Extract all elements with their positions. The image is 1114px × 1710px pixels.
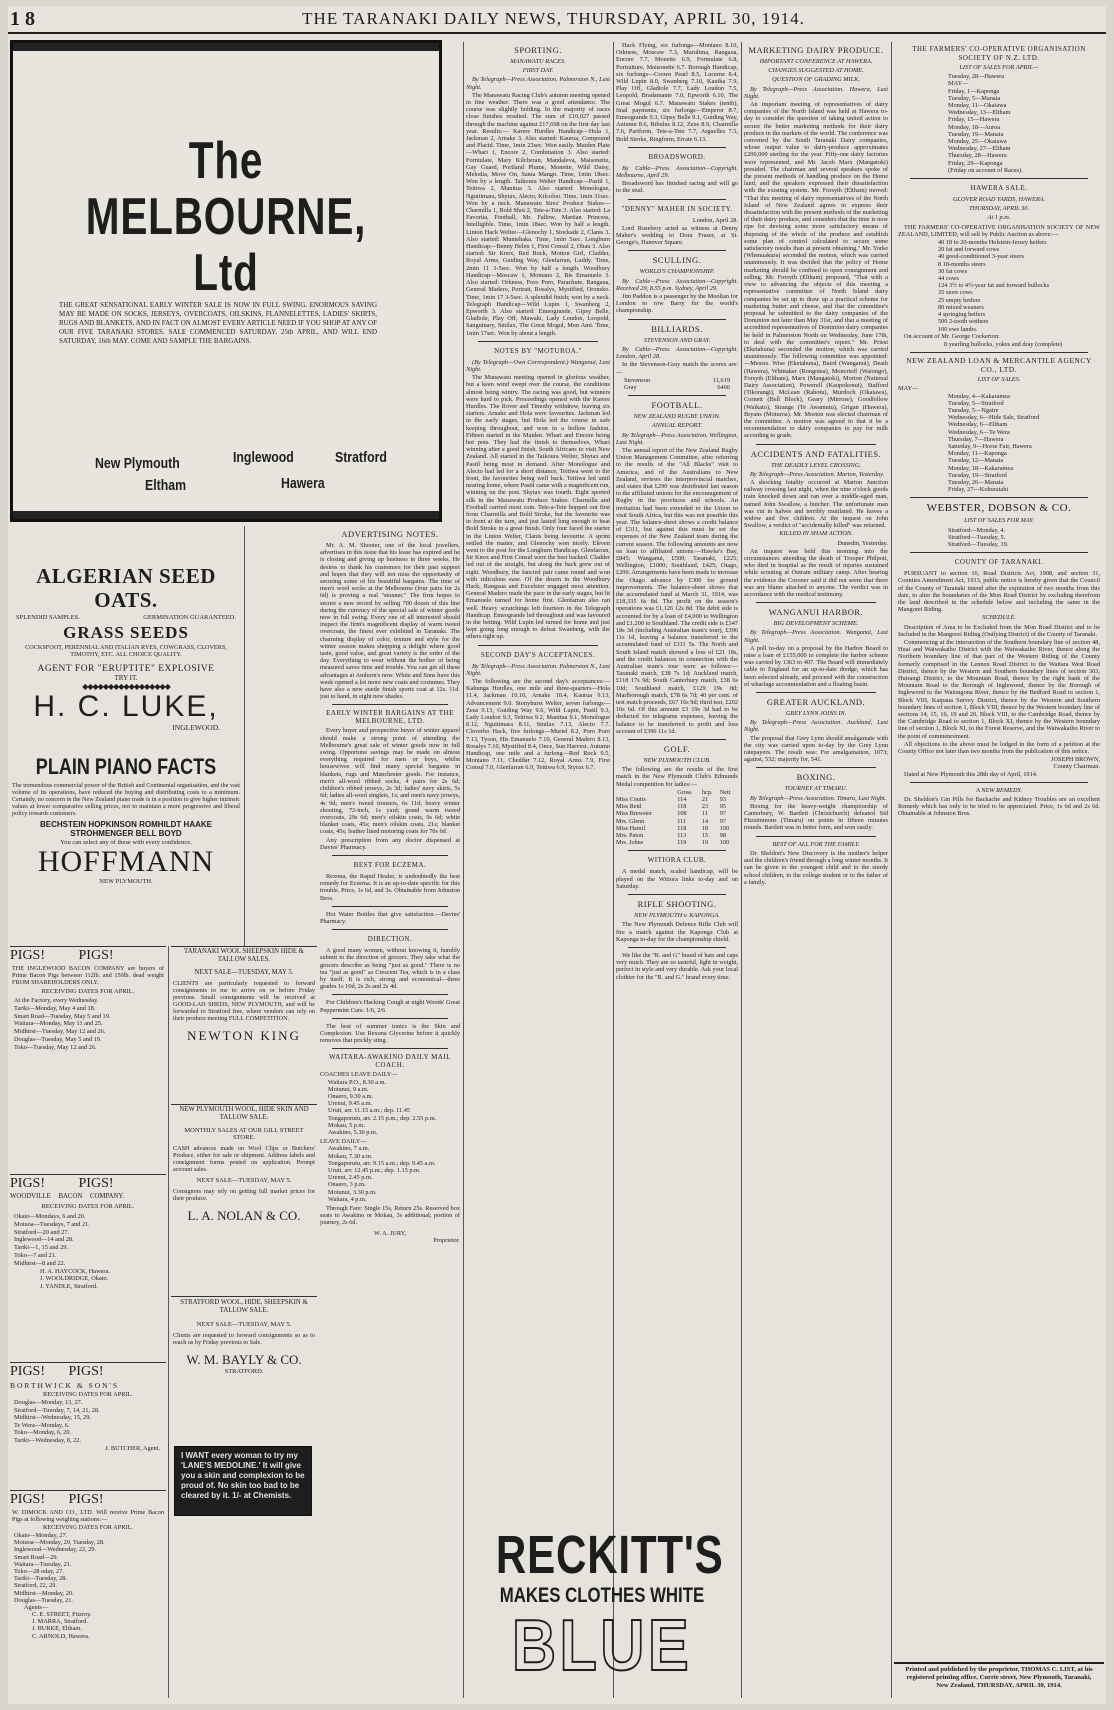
sheldon-text: Dr. Sheldon's New Discovery is the mother's helper and the children's friend through a long winter months. It can be given to the youngest child and to the sturdy school children, to the college student or to the father of a family. (744, 849, 888, 886)
bayly-title: STRATFORD WOOL, HIDE, SHEEPSKIN & TALLOW SALE. (180, 1299, 308, 1314)
piano-makers-1: BECHSTEIN HOPKINSON ROMHILDT HAAKE (39, 820, 212, 829)
adnotes-title: ADVERTISING NOTES. (341, 529, 439, 539)
melbourne-name: The MELBOURNE, Ltd (85, 132, 367, 302)
rifle-text2: We like the "R. and G" brand of hats and caps very much. They are so tasteful, light in weight, perfect in style and very durable. Ask your local clothier for the "R. and G." brand every time. (616, 951, 738, 981)
piano-select: You can select any of these with every confidence. (60, 839, 192, 846)
killed-byline: Dunedin, Yesterday. (837, 539, 888, 547)
farmers2-account-items: 8 yearling bullocks, yokes and dray (complete) (944, 340, 1063, 348)
motuoa-title: NOTES BY "MOTUROA." (494, 346, 582, 355)
marketing-sub3: QUESTION OF GRADING MILK. (772, 76, 860, 84)
pigs-borthwick-company: BORTHWICK & SON'S (10, 1381, 120, 1390)
pigs-borthwick-dates-title: RECEIVING DATES FOR APRIL. (43, 1391, 133, 1398)
melbourne-town-eltham: Eltham (145, 477, 187, 494)
golf-text: The following are the results of the first match in the New Plymouth Club's Edmunds Medal competition for ladies:— (616, 766, 738, 788)
loan-may: MAY— (898, 385, 919, 393)
county-text: PURSUANT to section 16, Road Districts Act, 1908, and section 31, Counties Amendment Act, 1913, public notice is hereby given that the Council of the County of Taranaki intend after the expiration of two months from this date, to alter the boundaries of the Mon Road District by excluding therefrom the land described in the schedule below and including the same in the Mangorei Riding. (898, 570, 1100, 614)
firstday: FIRST DAY. (522, 67, 554, 75)
flying-text: Hack Flying, six furlongs—Montano 8.10, Orkness, Moscaw 7.3, Marulima, Rangaua, Encore 7.7, Monette 6.9, Formulate 6.8, Portraiture, Maisonette 6.7. Borough Handicap, six furlongs—Crown Pearl 8.5, Lucerne 8.4, Wild Lupin 8.0, Swanberg 7.10, Kauika 7.9, Play Off, Gladiole 7.7, Lady Loudon 7.5, Leopold, Bradamante 7.0, Epworth 6.10, The Great Mogul 6.7. Manawatu Stakes (tenth), final payments, six furlongs—Emperor 8.7, Emeogrande 9.3, Gipsy Belle 9.1, Guiding Way, Autumn 8.6, Bibulus 8.12, Zeus 8.9, Charmilla 7.6, Pariform, Tete-a-Tete 7.7, Arguelles 7.5, Bold Stroke, Ringform, Errate 6.13. (616, 42, 738, 143)
wool-next: NEXT SALE—TUESDAY, MAY 5. (194, 969, 294, 976)
witiora-title: WITIORA CLUB. (647, 856, 707, 865)
reckitts-ad (466, 1526, 738, 1704)
golf-title: GOLF. (663, 744, 691, 755)
grass-text: COCKSFOOT, PERENNIAL AND ITALIAN RYES, COWGRASS, CLOVERS, TIMOTHY, ETC. ALL CHOICE QUALITY. (25, 644, 227, 658)
reckitts-sub: MAKES CLOTHES WHITE (499, 1584, 705, 1607)
county-schedule: SCHEDULE. (982, 614, 1016, 622)
golf-table (616, 789, 738, 847)
broadsword-title: BROADSWORD. (648, 152, 706, 161)
rifle-title: RIFLE SHOOTING. (637, 899, 717, 910)
pigs-woodville-dates-title: RECEIVING DATES FOR APRIL. (41, 1203, 135, 1210)
sculling-sub: WORLD'S CHAMPIONSHIP. (639, 268, 715, 276)
col-sporting (466, 42, 610, 1698)
billiards-row: Stevenson 11,619 (624, 376, 730, 384)
masthead-title: THE TARANAKI DAILY NEWS, THURSDAY, APRIL 30, 1914. (302, 9, 805, 28)
bayly-name: W. M. BAYLY & CO. (186, 1352, 302, 1367)
sculling-byline: By Cable—Press Association—Copyright. Received 29, 8.55 p.m. Sydney, April 29. (616, 277, 738, 292)
webster-title: WEBSTER, DOBSON & CO. (926, 502, 1072, 515)
col-notices (894, 42, 1104, 1698)
farmers2-items: 40 18 to 20-months Holstein-Jersey heifers 20 fat and forward cows 40 good-conditioned 3-year steers 8 18-months steers 30 fat cows 44 cows 124 3½ to 4½-year fat and forward bullocks 35 store cows 25 empty heifers 80 mixed weaners 4 springing heifers 500 2-tooth wethers 100 ewe lambs. (938, 239, 1050, 333)
medoline-ad (174, 1446, 312, 1516)
dennymaher-text: Lord Rosebery acted as witness at Denny Maher's wedding to Dora Fraser, at St. George's, Hanover Square. (616, 224, 738, 247)
football-title: FOOTBALL. (651, 400, 703, 411)
melbourne-town-new-plymouth: New Plymouth (95, 455, 180, 472)
direction-text: A good many women, without knowing it, humbly submit to the direction of grocers. They take what the grocers describe as being "just as good." There is no tea "just as good" as Crescent Tea, which is in a class by itself. It is rich, strong and economical—three grades 1s 10d, 2s 2s and 2s 4d. (320, 947, 460, 991)
table-row: Miss Hamil 118 18 100 (616, 824, 730, 832)
motuoa-text: The Manawatu meeting opened in glorious weather, but a keen wind swept over the course, the conditions almost being wintry. The racing was good, but winners were hard to pick. Proceedings opened with the Karere Hurdles. The Rover and Timothy withdrew, leaving six starters. Arnake and Hola were favourites. Jackman led in the early stages, but Hola led the course in safe keeping throughout, and won in a hollow fashion. Fifteen started in the Maiden. Whari and Encore being hot pots. They had the finish to themselves, Whari winning after a good finish. South Africans to visit New Zealand. All started in the Taikoura Welter, Shytax and Pastil being most in demand. After Monologue and Alecto had led for a short distance, Teitiwa went to the front, the favourites being well back. Teitiwa led until nearing home, where Pastil came with a magnificent run, winning on the post. Shytax was fourth. Eight sported silk in the Manawatu Produce Stakes. Charmilla and Football carried most coin. Tete-a-Tete hopped out first from Charmilla and Bold Stroke, but the favourite was in front at the turn, and just lasted long enough to beat Bold Stroke in a great finish. Only four faced the starter in the Linton Welter, Clanis being favourite. A sprint settled the matter, and Glenochy won nicely. Eleven went to the post for the Longburn Handicap. Glenfarran, Sir Knox and First Consul were the best backed. Cladder led out of the straight, but along the back grew out of sight. Woodbury, the fancied pair came round and won with ridiculous ease. Of the dozen in the Woodbury Hack, Rangaua and Excelsior engaged most attention. General Madero made the pace in the early stages, but lit Emanuelo turned for home first. Glenfarran also ran well. Heavy scratchings left fourteen in the Telegraph Handicap. Emeogrande led throughout and was favoured in the betting. Wild Lupin led turned for home and just kept going long enough to defeat Swanberg, with the others right up. (466, 374, 610, 641)
loan-title: NEW ZEALAND LOAN & MERCANTILE AGENCY CO., LTD. (906, 356, 1092, 374)
reckitts-name: RECKITT'S (495, 1526, 724, 1585)
wanganui-text: A poll to-day on a proposal by the Harbor Board to raise a loan of £155,000 to complete the harbor scheme was carried by 1363 to 407. The Board will immediately cable to England for an up-to-date dredge, which has been selected already, and proceed with the construction of wharfage accommodation and a floating basin. (744, 644, 888, 688)
webster-dates: Stratford—Monday, 4. Stratford—Tuesday, 5. Stratford—Tuesday, 19. (948, 526, 1009, 548)
piano-ad (10, 754, 242, 938)
algerian-line1a: SPLENDID SAMPLES. (16, 614, 80, 621)
pigs-borthwick-title: PIGS! PIGS! (10, 1364, 104, 1379)
nolan-text1: MONTHLY SALES AT OUR GILL STREET STORE. (184, 1127, 304, 1141)
taranaki-wool-ad (171, 946, 317, 1098)
pigs-woodville-company: WOODVILLE BACON COMPANY. (10, 1193, 125, 1200)
webster-sub: LIST OF SALES FOR MAY. (964, 517, 1034, 525)
county-desc2: Commencing at the intersection of the Southern boundary line of section 48, Huai and Waiwakaiho District with the Waiwakaiho River, thence along the Northern boundary line of that part of the Western Riding of the County formerly comprised in the Lennox Road District to the Waitara West Road District, thence by the Western and Southern boundary lines of section 303, Huirangi District, to the Mountain Road, thence by the right bank of the Mountain Road to the Borough of Inglewood, thence by the Borough of Inglewood to the Waiongona River, thence by the Bedford Road to section 1, Block VIII, Kaipaua Survey District, thence by the Western and Southern boundary lines of section 1, Block VIII, thence by the Western boundary line of sections 14, 15, 16, 19 and 20, Block VIII, to the Cambridge Road, thence by the Cambridge Road to section 1, Block XI, thence by the Western boundary line of section 1, Block XI, to the Forest Reserve, and the Waiwakaiho River to the point of commencement. (898, 639, 1100, 740)
marketing-sub2: CHANGES SUGGESTED AT HOME. (768, 67, 864, 75)
killed-title: KILLED IN SHAM ACTION. (779, 530, 853, 538)
pigs-borthwick-dates: Douglas—Monday, 13, 27. Stratford—Tuesday, 7, 14, 21, 28. Midhirst—Wednesday, 15, 29. Te Wera—Monday, 6. Toko—Monday, 6, 20. Tariki—Wednesday, 8, 22. (14, 1399, 100, 1444)
col-sports-2 (616, 42, 738, 1514)
algerian-line1b: GERMINATION GUARANTEED. (143, 614, 236, 621)
farmers2-account: On account of Mr. George Cockerton: (904, 332, 1000, 340)
county-objections: All objections to the above must be lodged in the form of a petition at the County Office not later than two months from the publication of this notice. (898, 740, 1100, 756)
farmers-title: THE FARMERS' CO-OPERATIVE ORGANISATION SOCIETY OF N.Z. LTD. (912, 45, 1086, 62)
marketing-byline: By Telegraph—Press Association. Hawera, Last Night. (744, 85, 888, 100)
pigs-borthwick-agent: J. BUTCHER, Agent. (105, 1444, 160, 1452)
nolan-name: L. A. NOLAN & CO. (187, 1208, 301, 1223)
try-it: TRY IT. (114, 674, 138, 682)
bargains-title: EARLY WINTER BARGAINS AT THE MELBOURNE, LTD. (326, 709, 454, 726)
football-byline: By Telegraph—Press Association. Wellington, Last Night. (616, 431, 738, 446)
county-chairman: County Chairman. (1053, 763, 1100, 771)
coach-leave-waitara: COACHES LEAVE DAILY— (320, 1071, 398, 1079)
coach-prop: W. A. JURY, (373, 1229, 407, 1237)
coach-times-waitara: Waitara P.O., 8.30 a.m. Motunui, 9 a.m. Onaero, 9.30 a.m. Urenui, 9.45 a.m. Uruti, arr. 11.15 a.m.; dep. 11.45 Tongaporutu, arr. 2.15 p.m.; dep. 2.55 p.m. Mokau, 5 p.m. Awakino, 5.30 p.m. (328, 1078, 437, 1136)
glover-road: GLOVER ROAD YARDS, HAWERA. (952, 196, 1046, 204)
county-desc: Description of Area to be Excluded from the Mon Road District and to be Included in the Mangorei Riding (Outlying District) of the County of Taranaki. (898, 623, 1100, 638)
broadsword-byline: By Cable—Press Association—Copyright. Melbourne, April 29. (616, 164, 738, 180)
newton-king: NEWTON KING (187, 1028, 301, 1043)
sheldon-title: BEST OF ALL FOR THE FAMILY. (772, 840, 860, 848)
loan-dates: Monday, 4—Kakaramea Tuesday, 5—Stratford Tuesday, 5—Ngaire Wednesday, 6—Hide Sale, Stratford Wednesday, 6—Eltham Wednesday, 6—Te Wera Thursday, 7—Hawera Saturday, 9—Horse Fair, Hawera Monday, 11—Kaponga Tuesday, 12—Manaia Monday, 18—Kakaramea Tuesday, 19—Stratford Tuesday, 26—Manaia Friday, 27—Kohuratahi (948, 392, 1040, 494)
manawatu-title: MANAWATU RACES. (510, 58, 566, 65)
wool-title: TARANAKI WOOL SHEEPSKIN HIDE & TALLOW SALES. (184, 948, 304, 963)
billiards-row: Gray 6466 (624, 383, 730, 391)
pigs-woodville-dates: Okato—Mondays, 6 and 20. Motuoa—Tuesdays, 7 and 21. Stratford—20 and 27. Inglewood—14 and 28. Tariki—1, 15 and 29. Toko—7 and 21. Midhirst—8 and 22. (14, 1213, 90, 1267)
page-number: 1 8 (10, 7, 35, 30)
hawera-sale: HAWERA SALE. (970, 184, 1028, 193)
imprint-text: Printed and published by the proprietor, THOMAS C. LIST, at his registered printing office, Currie street, New Plymouth, Taranaki, New Zealand, THURSDAY, APRIL 30, 1914. (905, 1666, 1093, 1689)
county-joseph: JOSEPH BROWN, (1051, 756, 1100, 764)
billiards-sub: STEVENSON AND GRAY. (643, 336, 711, 344)
pigs-dimock-dates-title: RECEIVING DATES FOR APRIL. (43, 1524, 133, 1531)
nolan-text3: Consignors may rely on getting full market prices for their produce. (173, 1188, 315, 1202)
pigs-inglewood-dates: At the Factory, every Wednesday. Tariki—Monday, May 4 and 18. Smart Road—Tuesday, May 5 and 19. Waitara—Monday, May 11 and 25. Midhirst—Tuesday, May 12 and 26. Douglas—Tuesday, May 5 and 19. Toko—Tuesday, May 12 and 26. (14, 997, 111, 1051)
table-row: Miss Reid 118 23 95 (616, 803, 726, 811)
nolan-next: NEXT SALE—TUESDAY, MAY 5. (196, 1177, 292, 1184)
table-row: Gross hcp. Nett (677, 788, 731, 796)
direction-whooping: For Children's Hacking Cough at night Woods' Great Peppermint Cure. 1/6, 2/6 (320, 999, 460, 1014)
county-dated: Dated at New Plymouth this 28th day of April, 1914. (904, 770, 1038, 778)
eczema-bottles: Hot Water Bottles that give satisfaction.—Davies' Pharmacy. (320, 910, 460, 925)
boxing-text: Boxing for the heavy-weight championship of Canterbury, W. Bartlett (Christchurch) defeated Sid Fitzsimmons (Timaru) on points in fifteen minutes rounds. Bartlett was in better form, and won easily. (744, 802, 888, 832)
pigs-inglewood-title: PIGS! PIGS! (10, 948, 114, 963)
billiards-title: BILLIARDS. (651, 323, 703, 334)
dennymaher-byline: London, April 28. (692, 216, 738, 224)
remedy-text: Dr. Sheldon's Gin Pills for Backache and Kidney Troubles are an excellent Remedy which has only to be tried to be appreciated. Price, 1s 6d and 2s 6d. Obtainable at Johnston Bros. (898, 796, 1100, 818)
newspaper-page (8, 6, 1106, 1704)
grass-seeds: GRASS SEEDS (63, 623, 189, 642)
accidents-text: A shocking fatality occurred at Marton Junction railway crossing last night, when the nine o'clock goods train knocked down and ran over a middle-aged man, named John Swallow, a butcher. The unfortunate man was cut in halves and terribly mutilated. He leaves a widow and five children. At the inquest on John Swallow, a verdict of "accidentally killed" was returned. (744, 478, 888, 530)
loan-sub: LIST OF SALES. (977, 376, 1021, 384)
melbourne-town-hawera: Hawera (281, 475, 325, 492)
luke-name: H. C. LUKE, (33, 690, 219, 723)
piano-place: NEW PLYMOUTH. (99, 878, 153, 885)
acceptances-byline: By Telegraph—Press Association. Palmerston N., Last Night. (466, 662, 610, 677)
accidents-title: ACCIDENTS AND FATALITIES. (750, 448, 882, 459)
boxing-title: BOXING. (796, 772, 836, 783)
golf-sub: NEW PLYMOUTH CLUB. (643, 757, 711, 765)
thursday-date: THURSDAY, APRIL 30. (968, 205, 1030, 213)
pigs-woodville-title: PIGS! PIGS! (10, 1176, 114, 1191)
pigs-borthwick-ad (10, 1362, 166, 1482)
broadsword-text: Broadsword has finished racing and will go to the stud. (616, 180, 738, 195)
imprint (894, 1662, 1104, 1702)
coach-leave-awakino: LEAVE DAILY— (320, 1138, 367, 1146)
sculling-text: Jim Paddon is a passenger by the Mooltan for London to row Barry for the world's championship. (616, 293, 738, 315)
sale-time: At 1 p.m. (987, 214, 1011, 222)
direction-title: DIRECTION. (367, 935, 413, 944)
bargains-any: Any prescription from any doctor dispensed at Davies' Pharmacy. (320, 836, 460, 851)
boxing-byline: By Telegraph—Press Association. Timaru, Last Night. (750, 794, 887, 802)
farmers-sub: LIST OF SALES FOR APRIL— (959, 64, 1039, 71)
auckland-title: GREATER AUCKLAND. (766, 697, 866, 708)
reckitts-blue: BLUE (511, 1606, 693, 1686)
table-row: Mrs. Johns 119 19 100 (616, 839, 730, 847)
bayly-text: Clients are requested to forward consignments so as to reach us by Friday previous to Sale. (173, 1332, 315, 1346)
algerian-seed-ad: ALGERIAN SEED OATS. SPLENDID SAMPLES. GERMINATION GUARANTEED. GRASS SEEDS COCKSFOOT, PERENNIAL AND ITALIAN RYES, COWGRASS, CLOVERS, TIMOTHY, ETC. ALL CHOICE QUALITY. AGENT FOR "ERUPTITE" EXPLOSIVE TRY IT. ◆◆◆◆◆◆◆◆◆◆◆◆◆◆◆◆◆ H. C. LUKE, INGLEWOOD. (10, 564, 242, 742)
wanganui-sub: BIG DEVELOPMENT SCHEME. (773, 620, 859, 628)
pigs-dimock-text: W. DIMOCK AND CO., LTD. Will receive Prime Bacon Pigs at following weighing stations:— (12, 1509, 164, 1523)
agent-line: AGENT FOR "ERUPTITE" EXPLOSIVE (37, 664, 215, 674)
accidents-byline: By Telegraph—Press Association. Marton, Yesterday. (750, 470, 885, 478)
coach-times-awakino: Awakino, 7 a.m. Mokau, 7.30 a.m. Tongaporutu, arr. 9.15 a.m.; dep. 9.45 a.m. Uruti, arr. 12.45 p.m.; dep. 1.15 p.m. Urenui, 2.45 p.m. Onaero, 3 p.m. Motunui, 3.30 p.m. Waitara, 4 p.m. (328, 1145, 436, 1203)
coach-title: WAITARA-AWAKINO DAILY MAIL COACH. (328, 1053, 452, 1070)
wanganui-title: WANGANUI HARBOR. (768, 607, 864, 618)
motuoa-byline: (By Telegraph—Own Correspondent.) Wanganui, Last Night. (466, 358, 610, 373)
direction-skin: The best of summer tonics is the Skin and Complexion. Use Rexona Glycerine before it quickly removes that prickly sting. (320, 1022, 460, 1045)
killed-text: An inquest was held this morning into the circumstances attending the death of Trooper Philpott, who died in hospital as the result of injuries sustained while scouting at Outram military camp. After hearing the evidence the Coroner said it did not seem that there was any blame attached to anyone. The verdict was in accordance with the medical testimony. (744, 547, 888, 599)
pigs-dimock-ad (10, 1490, 166, 1700)
pigs-dimock-agents: C. E. STREET, Fitzroy. J. MARRA, Stratford. J. BURKE, Eltham. C. ARNOLD, Hawera. (32, 1611, 92, 1640)
bayly-next: NEXT SALE—TUESDAY, MAY 5. (196, 1321, 292, 1328)
luke-place: INGLEWOOD. (172, 723, 220, 732)
algerian-title: ALGERIAN SEED OATS. (36, 564, 216, 612)
marketing-title: MARKETING DAIRY PRODUCE. (748, 45, 884, 55)
marketing-sub: IMPORTANT CONFERENCE AT HAWERA. (759, 58, 873, 65)
table-row: Miss Coutts 114 21 93 (616, 796, 726, 804)
football-sub: NEW ZEALAND RUGBY UNION. (633, 413, 721, 421)
nolan-text2: CASH advances made on Wool Clips or Butchers' Produce, either for sale or shipment. Address labels and consignment forms posted on application. Prompt account sales. (173, 1145, 315, 1173)
pigs-woodville-agents: H. A. HAYCOCK, Hawera. J. WOOLDRIDGE, Okato. J. YANDLE, Stratford. (40, 1267, 110, 1291)
eczema-text: Rexona, the Rapid Healer, is undoubtedly the best remedy for Eczema. It is an up-to-date specific for this trouble. Price, 1s 6d, and 3s. Obtainable from Johnston Bros. (320, 872, 460, 902)
witiora-text: A medal match, scaled handicap, will be played on the Witiora links to-day and on Saturday. (616, 868, 738, 890)
pigs-inglewood-dates-title: RECEIVING DATES FOR APRIL. (41, 988, 135, 995)
farmers-dates: Tuesday, 28—Hawera MAY— Friday, 1—Kaponga Tuesday, 5—Manaia Monday, 11—Okaiawa Wednesday, 13—Eltham Friday, 15—Hawera Monday, 18—Auroa Tuesday, 19—Manaia Monday, 25—Okaiawa Wednesday, 27—Eltham Thursday, 28—Hawera Friday, 29—Kaponga (Friday on account of Races). (948, 73, 1023, 174)
rifle-text: The New Plymouth Defence Rifle Club will fire a match against the Kaponga Club at Kaponga to-day for the championship shield. (616, 921, 738, 943)
melbourne-town-inglewood: Inglewood (233, 449, 294, 466)
acceptances-text: The following are the second day's acceptances:— Kahunga Hurdles, one mile and three-quarters—Hola 11.4, Jackman 10.10, Arnake 10.4, Kaurua 9.13, Advancement 9.0. Stonyhurst Welter, seven furlongs—Zeus 9.13, Guiding Way 9.6, Wild Lupin, Pastil 9.3, Lady Loudon 9.3, Teitiwa 9.2, Manitua 9.1, Monologue 8.12, Nguitimara 8.11, Smilax 7.13, Alecto 7.7. Cloverbo Hack, five furlongs—Muriel 8.2, Poro Poro 7.13, Tyson, His Emanuelo 7.10, General Madero 8.13, Rosalys 7.10, Mystified 8.4, Once, Sun Harvest. Autumn Handicap, one mile and a furlong—Red Rock 9.5, Montano 7.11, Cheddar 7.12, Royal Arms 7.9, First Consul 7.0, Glenfarran 6.9, Teitiwa 6.9, Styrax 6.7. (466, 678, 610, 772)
nolan-title: NEW PLYMOUTH WOOL, HIDE SKIN AND TALLOW SALE. (179, 1106, 309, 1121)
auckland-byline: By Telegraph—Press Association. Auckland, Last Night. (744, 719, 888, 734)
farmers2-text: THE FARMERS' CO-OPERATIVE ORGANISATION SOCIETY OF NEW ZEALAND, LIMITED, will sell by Public Auction as above:— (898, 223, 1100, 238)
rifle-sub: NEW PLYMOUTH v. KAPONGA. (634, 912, 720, 920)
table-row: Mrs. Paton 113 15 98 (616, 832, 726, 840)
melbourne-text: THE GREAT SENSATIONAL EARLY WINTER SALE IS NOW IN FULL SWING. ENORMOUS SAVING MAY BE MADE ON SOCKS, JERSEYS, OVERCOATS, OILSKINS, FLANNELETTES, LADIES' SKIRTS, RUGS AND BLANKETS, AND IN FACT ON ALMOST EVERY ARTICLE NEED IF YOU SHOP AT ANY OF OUR FIVE TARANAKI STORES. SALE COMMENCED SATURDAY, 25th APRIL, AND WILL END SATURDAY, 16th MAY. COME AND SAMPLE THE BARGAINS. (59, 301, 377, 345)
wool-text: CLIENTS are particularly requested to forward consignments to me to arrive on or before Friday previous. Small consignments will be received at GOOD-LAD SHEDS, NEW PLYMOUTH, and will be forwarded to Stratford free, where vendors can rely on their produce meeting FULL COMPETITION. (173, 980, 315, 1022)
coach-proprietor: Proprietor. (433, 1236, 460, 1244)
melbourne-ad (10, 40, 442, 522)
dennymaher-title: "DENNY" MAHER IN SOCIETY. (621, 204, 733, 213)
sporting-byline: By Telegraph—Press Association. Palmerston N., Last Night. (466, 76, 610, 91)
bargains-text: Every buyer and prospective buyer of winter apparel should make a strong point of attending the Melbourne's great sale of winter goods now in full swing. Opportune savings may be made on almost everything required for men or boys, whilst housewives will find many special bargains in blankets, rugs and Manchester goods. For instance, men's all-wool ribbed socks, 4 pairs for 2s 6d; children's ribbed jerseys, 2s 3d; ladies' navy skirts, 5s 6d; ladies all-wool singlets, 1s; and men's navy jerseys, 4s 9d; men's tweed trousers, 6s 11d; heavy winter shooting, 72-inch, 1s yard; grand warm tweed overcoats, 29s 6d; men's oilskin coats, 9s 6d; white blanket coats, 45s; men's oilskin coats, 21s; blanket coats, 45s; leather lined motoring coats for 70s 6d. (320, 727, 460, 836)
pigs-dimock-dates: Okato—Monday, 27. Motuoa—Monday, 29, Tuesday, 28. Inglewood—Wednesday, 22, 29. Smart Road—29. Waitara—Tuesday, 21. Toko—28 oday, 27. Tariki—Tuesday, 28. Stratford, 22, 29. Midhirst—Monday, 20. Douglas—Tuesday, 21. (14, 1532, 105, 1604)
auckland-text: The proposal that Grey Lynn should amalgamate with the city was carried upon to-day by the Grey Lynn ratepayers. The result was: For amalgamation, 1073; against, 532; majority for, 541. (744, 734, 888, 764)
hoffmann: HOFFMANN (37, 845, 215, 878)
boxing-sub: TOURNEY AT TIMARU. (784, 785, 848, 793)
table-row: Mrs. Glenn 111 14 97 (616, 817, 726, 825)
sporting-title: SPORTING. (514, 45, 562, 55)
wanganui-byline: By Telegraph—Press Association. Wanganui, Last Night. (744, 629, 888, 644)
accidents-sub: THE DEADLY LEVEL CROSSING. (770, 461, 862, 469)
masthead (8, 6, 1106, 34)
melbourne-town-stratford: Stratford (335, 449, 387, 466)
marketing-text: An important meeting of representatives of dairy companies of the North Island was held at Hawera to-day to consider the question of taking united action to secure the better marketing methods for their dairy produce in the markets of the world. The conference was convened by the South Taranaki Dairy companies, whose output value to dairy-produce approximates £200,000 sterling for the year. Fifty-one dairy factories were represented, and Mr. Jacob Marx (Mangatoki) presided. The chairman and several speakers spoke of the present methods of handling produce on the Home land, and the speakers expressed their dissatisfaction with the existing system. Mr. Forsyth (Eltham) moved: "That this meeting of dairy representatives of the North Island of New Zealand agrees to express their dissatisfaction with the present methods of the marketing of their dairy produce, and considers that the time is now ripe for devising some more satisfactory means of disposing of the whole of the produce and establish some plan of control calculated to secure some satisfactory results than at present obtaining." Mr. Yorke (Whenuakura) seconded the motion, which was carried unanimously. It was decided that the policy of Home marketing should be confined to open consignment and selling. Mr. Forsyth (Eltham) proposed, "That with a view to advancing the objects of this meeting a representative committee of North Island dairy companies be set up to draw up a practical scheme for marketing butter and cheese, and that the committee's proposal be submitted to the dairy companies of the Dominion not later than May 31st, and that a meeting of accredited representatives of Dominion dairy companies be held in Palmerston North on Wednesday, June 17th, to deal with the committee's report." Mr. Priest (Eketahuna) seconded the motion, which was carried unanimously. The following committee was appointed:—Messrs. Wise (Eketahuna), Baird (Wanganui), Death (Hawera), Whittaker (Rongotea), Moncrieff (Waiongo), Forsyth (Eltham), Marx (Mangatoki), Morton (National Dairy Association), Powerell (Kaupokonui), Stafford (Tikorangi), McLean (Rahotu), Murdoch (Okaiawa), Cornett (Bell Block), Geary (Mirrose), Goodfellow (Waikato), Strange (Te Awamutu), Grigan (Hawera), Bryans (Moturoa). Mr. Morton was elected chairman of the committee. A motion was agreed to that it be a recommendation to dairy companies to pay for milk according to grade. (744, 101, 888, 440)
table-row: Miss Brewster 108 11 97 (616, 810, 726, 818)
bayly-ad (171, 1296, 317, 1430)
pigs-woodville-ad (10, 1174, 166, 1354)
acceptances-title: SECOND DAY'S ACCEPTANCES. (480, 650, 596, 659)
billiards-text: In the Stevenson-Gray match the scores are:— (616, 361, 738, 376)
col-advertising (320, 526, 460, 1698)
auckland-sub: GREY LYNN JOINS IN. (785, 710, 847, 718)
piano-makers-2: STROHMENGER BELL BOYD (70, 829, 182, 838)
pigs-dimock-agents-title: Agents— (24, 1604, 49, 1612)
remedy-title: A NEW REMEDY. (975, 786, 1022, 794)
billiards-byline: By Cable—Press Association—Copyright. London, April 28. (616, 345, 738, 361)
bayly-place: STRATFORD. (224, 1368, 264, 1375)
piano-text: The tremendous commercial power of the British and Continental organisation, and the vast volume of its operations, have reduced the buying and distributing costs to a minimum. Certainly, no concern in the New Zealand piano trade is in a position to give higher intrinsic values at lower comparative selling prices, nor to maintain a more progressive and liberal policy towards customers. (12, 782, 240, 817)
eczema-title: BEST FOR ECZEMA. (353, 860, 427, 869)
county-title: COUNTY OF TARANAKI. (954, 558, 1044, 567)
football-sub2: ANNUAL REPORT. (651, 422, 703, 430)
col-news (744, 42, 888, 1698)
football-text: The annual report of the New Zealand Rugby Union Management Committee, after referring to the results of the "All Blacks" visit to America, and of the Australians to New Zealand, reviews the interprovincial matches, and states that £290 was distributed last season to the affiliated unions for the encouragement of Rugby in the provinces and schools. An invitation had been extended to the Union to visit South Africa, but this was not possible this year. The balance-sheet shows a credit balance of £311, but against this must be set the expenses of the New Zealand team during the current season. The following amounts are now on loan to affiliated unions:—Hawke's Bay, £845; Wanganui, £500; Taranaki, £225; Wellington, £1000; Southland, £425; Otago, £200. Arrangements have been made to increase the Otago advance by £300 for ground improvements. The balance-sheet shows that the accumulated fund at March 31, 1914, was £18,335 6s 8d. The profit on the season's operations was £1,126 12s 8d. The debit side is accounted for by a loan of £4,000 to Wellington and £1,200 to Southland. The credit side is £347 18s 3d (including Australian team's tour), £396 11s 1d, leaving a balance transferred to the accumulated fund of £311 5s. The North and South Island match showed a loss of £21 18s, and the credit balances in connection with the Australian team's tour were as follows:— Taranaki match, £38 7s 1d; Auckland match, £118 17s 9d; South Canterbury match, £38 6s 10d; Southland match, £129 19s 8d; Marlborough match, £78 6s 7d; 40 per cent. of test match proceeds, £67 16s 9d; third test, £202 10s 6d. Of this amount £3 19s 3d had to be deducted for telegrams expenses, leaving the balance to be transferred to profit and loss account of £396 11s 1d. (616, 446, 738, 735)
adnotes-text: Mr. A. M. Shooter, one of the local jewellers, advertises in this issue that his lease has expired and he is closing and giving up business in three weeks. He desires to thank his customers for their past support and hopes that they will not miss the opportunity of securing some of his beautiful bargains. The time of men's wool socks at the Melbourne (four pairs for 2s 6d) is proving a real "stunner." The firm hopes to secure a new record by selling 700 dozen of this line during the currency of the special sale of winter goods now in full swing. Every one of all interested should inspect the firm's magnificent display of warm tweed overcoats, the finest ever exhibited in Taranaki. The charming display of color, texture and style for the winter season makes shopping a delight where good taste, good value, and great variety is the order of the day. Everything to wear without the bother of being measured saves time and trouble. You can get all these advantages at Amburn's now. White and Sons have this week opened a lot more new coats and costumes. They have also a new suede finish sports coat at 12s. 11d. just to hand, in eight new shades. (320, 542, 460, 701)
piano-title: PLAIN PIANO FACTS (35, 754, 217, 779)
sculling-title: SCULLING. (652, 255, 702, 266)
coach-fares: Through Fare: Single 15s, Return 25s. Reserved box seats to Awakino or Mokau, 3s additional; portion of journey, 2s 6d. (320, 1205, 460, 1227)
pigs-inglewood-ad (10, 946, 166, 1166)
pigs-dimock-title: PIGS! PIGS! (10, 1492, 104, 1507)
pigs-inglewood-text: THE INGLEWOOD BACON COMPANY are buyers of Prime Bacon Pigs between 112lb. and 150lb. dead weight FROM SHAREHOLDERS ONLY. (12, 965, 164, 986)
nolan-ad (171, 1104, 317, 1290)
sporting-text: The Manawatu Racing Club's autumn meeting opened in fine weather. There was a good attendance. The course was slightly holding. In the majority of races close finishes resulted. The sum of £10,027 passed through the machine against £17,698 on the first day last year. Results:— Karere Hurdles Handicap—Hola 1, Jackman 2, Arnake 3. Also started: Kaurua, Compound and Placid. Time, 1min 23sec. Won easily. Maiden Plate—Whari 1, Encore 2, Combination 3. Also started: Formulate, Mary Kilcheran, Mandaleva, Maisonette, Gay Guard, Portland Plume, Monette, Wild Daisy, Melodia, Move On, Santa Mango. Time, 1min 18sec. Won by a length. Taikoura Welter Handicap—Pastil 1, Teitiwa 2, Manitua 3. Also started: Monologue, Nguitimara, Shytax, Alecto, Kilcoloo. Time, 1min 31sec. Won by a neck. Manawatu Sires' Produce Stakes—Charmilla 1, Bold Shot 2, Tete-a-Tete 3. Also started: La Favorita, Football, Mr. Fallow, Martian Princess, Intelligible. Time, 1min 18sec. Won by half a length. Linton Hack Welter—Glenochy 1, Stockade 2, Clanis 3. Also started: Muntehaka. Time, 1min 5sec. Longburn Handicap—Benny Helen 1, First Consul 2, Ohau 3. Also started: Sir Knox, Red Rock, Motton Girl, Cladder, Royal Arms, Guiding Way, Glenfarran, Luddy. Time, 2min 11 3-5sec. Won by half a length. Woodbury Handicap—Moscaw 1, Montano 2, Bis Emanuelo 3. Also started: Orkness, Poro Poro, Parachute, Rangaua, General Madero, Portrait, Rosalys, Mystified, Oronsko. Time, 1min 17 3-5sec. A splendid finish; won by a neck. Telegraph Handicap—Wild Lupin 1, Swanberg 2, Epworth 3. Also started: Emeogrande, Gipsy Belle, Gladiole, Play Off, Mawaki, Lady Loudon, Leopold, Sanguinary, Smilax, The Great Mogul, Mon Ami. Time, 1min 17sec. Won by about a length. (466, 91, 610, 337)
medoline-text: I WANT every woman to try my 'LANE'S MEDOLINE.' It will give you a skin and complexion to be proud of. No skin too bad to be cleared by it. 1/- at Chemists. (181, 1451, 305, 1500)
